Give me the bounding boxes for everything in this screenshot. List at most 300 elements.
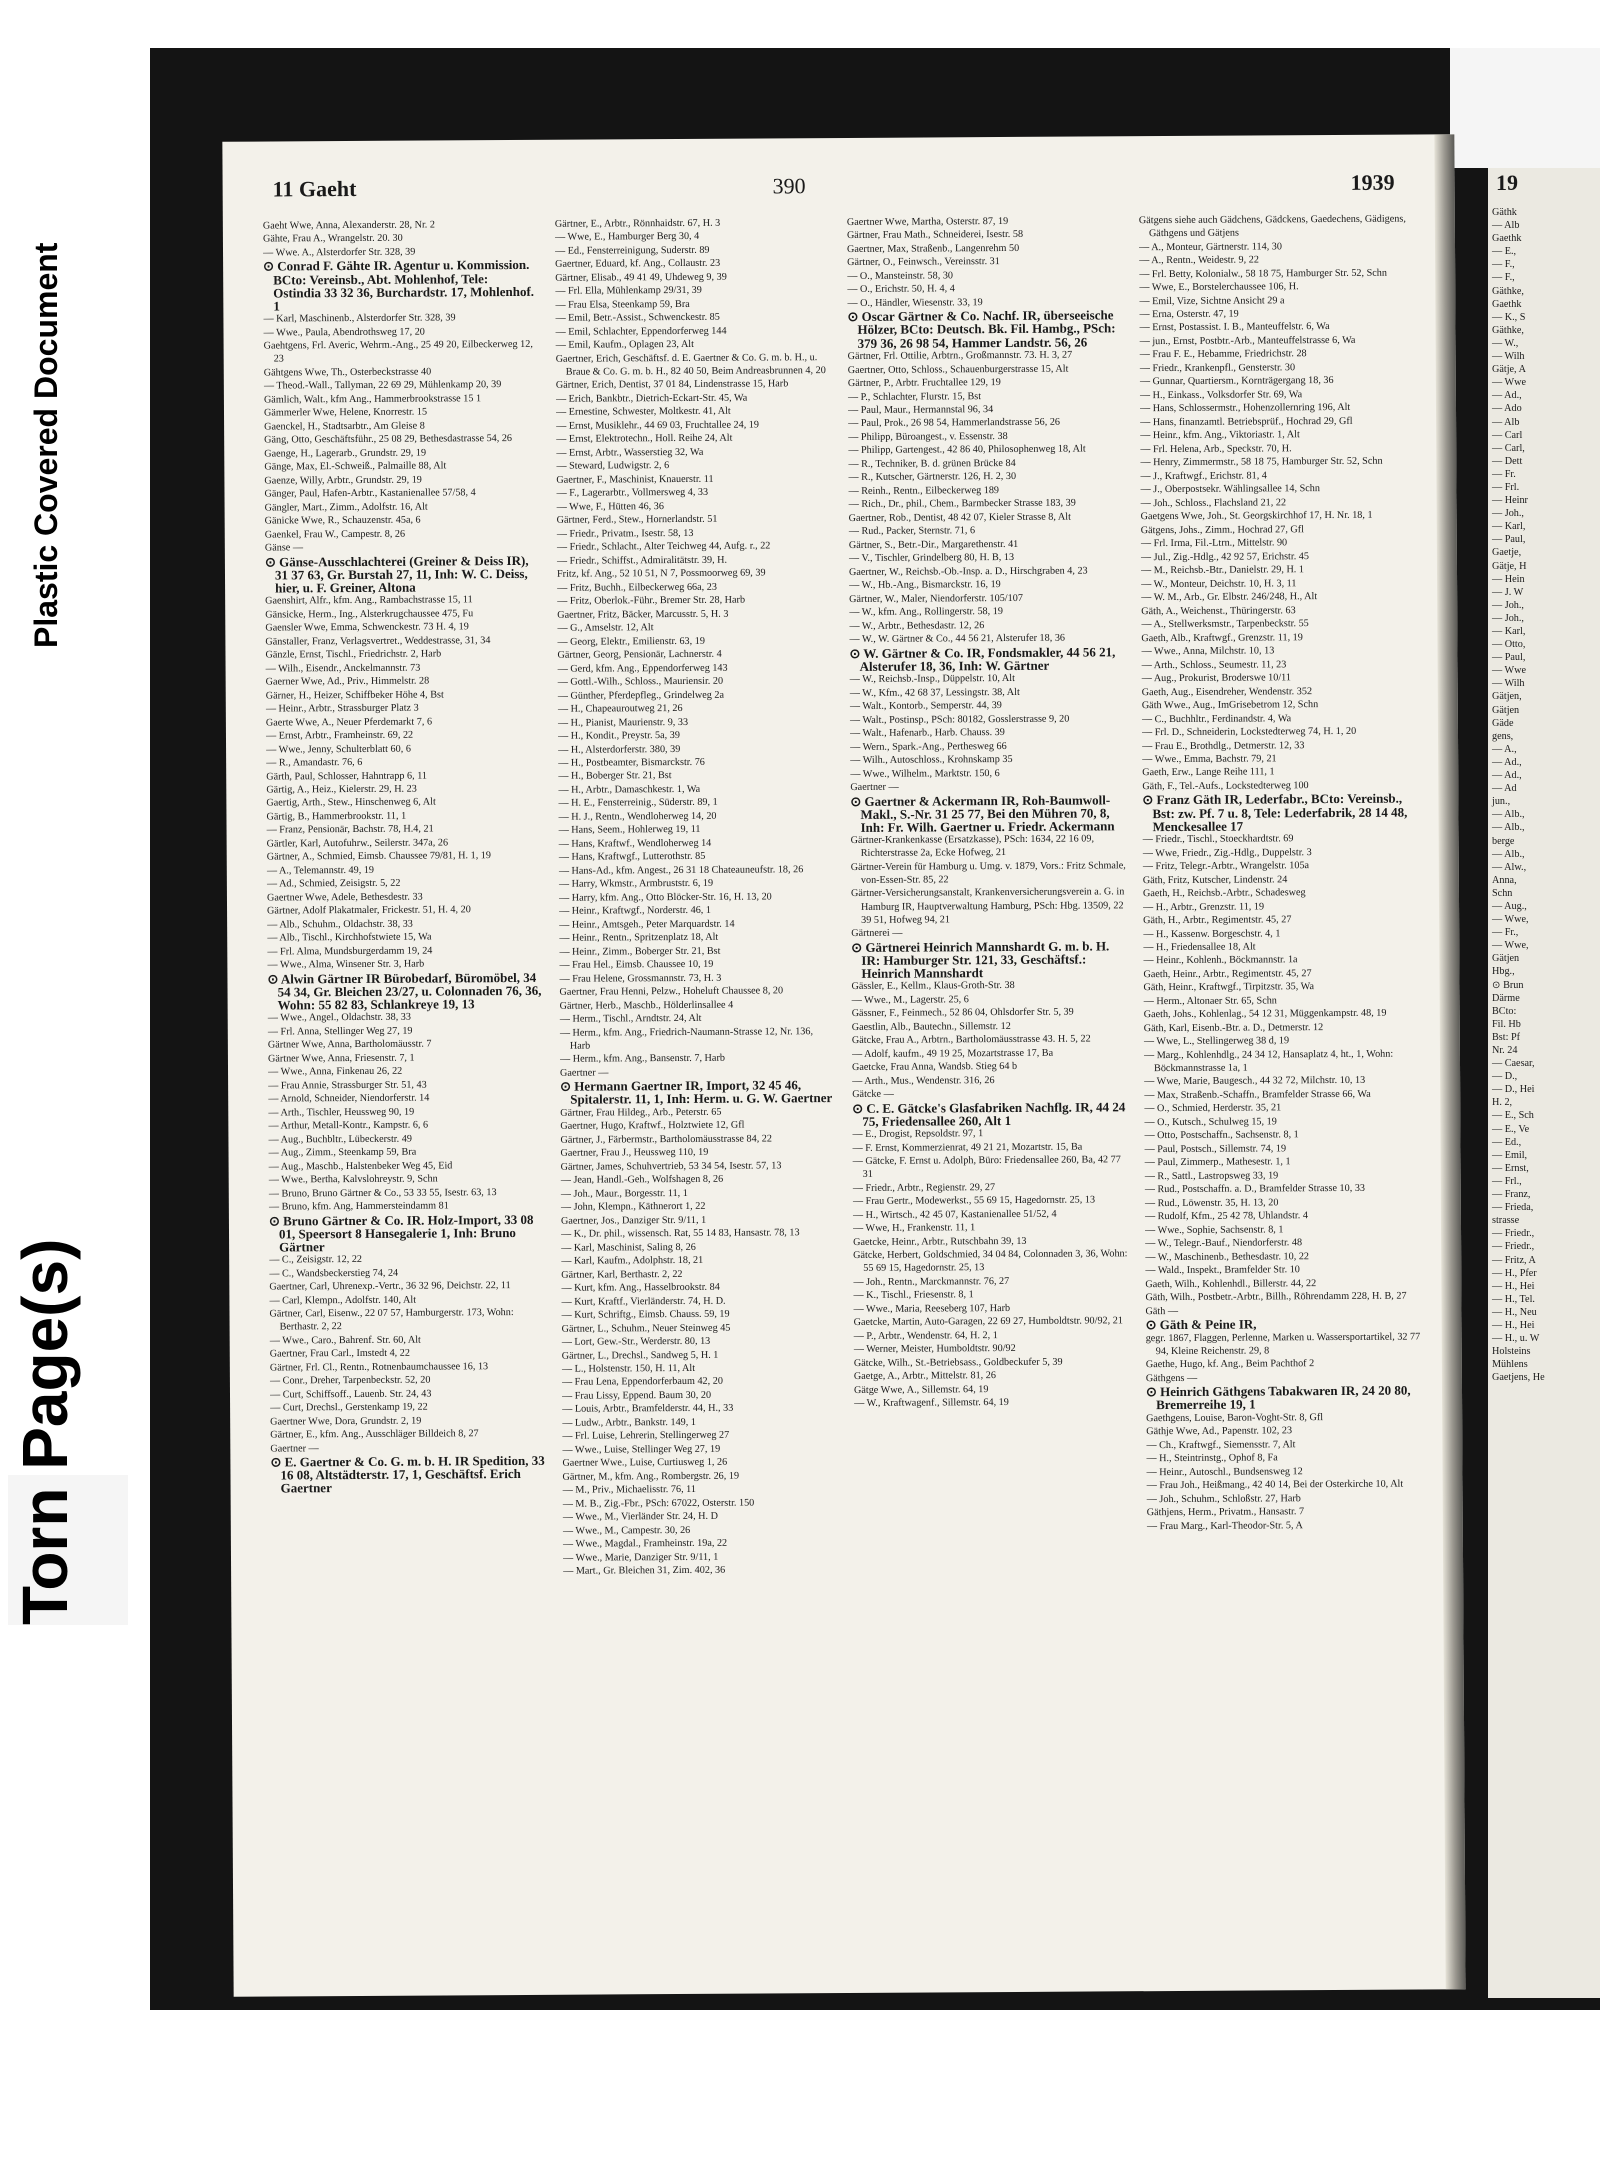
directory-entry: Gaertner, W., Reichsb.-Ob.-Insp. a. D., Hirschgraben 4, 23 <box>848 565 1088 578</box>
directory-entry: — Gerd, kfm. Ang., Eppendorferweg 143 <box>557 662 728 675</box>
torn-corner <box>1450 48 1600 168</box>
directory-entry: — Wwe., Caro., Bahrenf. Str. 60, Alt <box>269 1334 421 1347</box>
fragment-entry: — Heinr <box>1492 495 1528 507</box>
fragment-entry: — Paul, <box>1492 652 1526 664</box>
directory-entry: — Wwe. A., Alsterdorfer Str. 328, 39 <box>262 246 416 259</box>
directory-entry: — Kurt, kfm. Ang., Hasselbrookstr. 84 <box>561 1281 720 1294</box>
directory-entry: ⊙ Heinrich Gäthgens Tabakwaren IR, 24 20 80, Bremerreihe 19, 1 <box>1145 1382 1411 1413</box>
directory-entry: — Ernst, Arbtr., Framheinstr. 69, 22 <box>265 729 414 742</box>
fragment-entry: — Hein <box>1492 573 1525 585</box>
directory-entry: — Louis, Arbtr., Bramfelderstr. 44, H., 33 <box>562 1403 734 1416</box>
directory-entry: Gaeth, Johs., Kohlenlag., 54 12 31, Müggenkampstr. 48, 19 <box>1143 1008 1387 1021</box>
fragment-entry: Hbg., <box>1492 966 1515 978</box>
fragment-entry: H. 2, <box>1492 1097 1513 1109</box>
directory-entry: — Wwe, E., Borstelerchaussee 106, H. <box>1139 281 1299 294</box>
directory-entry: — Herm., kfm. Ang., Friedrich-Naumann-Strasse 12, Nr. 136, Harb <box>559 1025 814 1052</box>
directory-entry: — Max, Straßenb.-Schaffn., Bramfelder Strasse 66, Wa <box>1144 1088 1371 1102</box>
directory-entry: — Fritz, Buchh., Eilbeckerweg 66a, 23 <box>557 581 717 594</box>
directory-column-3 <box>847 214 1133 1966</box>
directory-entry: Gäthgens — <box>1145 1372 1198 1384</box>
directory-entry: — Gätcke, F. Ernst u. Adolph, Büro: Friedensallee 260, Ba, 42 77 31 <box>852 1154 1121 1181</box>
directory-entry: — W., Telegr.-Bauf., Niendorferstr. 48 <box>1145 1237 1303 1250</box>
directory-entry: — Gunnar, Quartiersm., Kornträgergang 18, 36 <box>1139 375 1334 388</box>
directory-entry: — Friedr., Schiffst., Admiralitätstr. 39, H. <box>556 554 728 567</box>
directory-entry: — H., Pianist, Maurienstr. 9, 33 <box>557 716 689 729</box>
directory-entry: — Fritz, Telegr.-Arbtr., Wrangelstr. 105a <box>1142 860 1310 873</box>
fragment-entry: Gaethk <box>1492 233 1522 245</box>
directory-entry: — H., Arbtr., Damaschkestr. 1, Wa <box>558 783 701 796</box>
directory-entry: — Ernst, Elektrotechn., Holl. Reihe 24, Alt <box>556 433 733 446</box>
fragment-entry: — Joh., <box>1492 612 1524 624</box>
directory-entry: ⊙ Conrad F. Gähte IR. Agentur u. Kommission. BCto: Vereinsb., Abt. Mohlenhof, Tele: Ostindia 33 32 36, Burchardstr. 17, Mohlenhof. 1 <box>263 257 535 314</box>
fragment-entry: Gätjen <box>1492 953 1520 965</box>
directory-entry: — Joh., Rentn., Marckmannstr. 76, 27 <box>853 1275 1010 1288</box>
directory-entry: — Ernst, Arbtr., Wasserstieg 32, Wa <box>556 446 704 459</box>
directory-entry: Gäth, Wilh., Postbetr.-Arbtr., Billh., Röhrendamm 228, H. B, 27 <box>1145 1290 1407 1304</box>
directory-entry: — O., Erichstr. 50, H. 4, 4 <box>847 283 955 296</box>
fragment-entry: ⊙ Brun <box>1492 979 1524 991</box>
directory-entry: — Ed., Fensterreinigung, Suderstr. 89 <box>554 244 710 257</box>
fragment-entry: Gaetjens, He <box>1492 1372 1545 1384</box>
directory-entry: Gaeth, Wilh., Kohlenhdl., Billerstr. 44, 22 <box>1145 1277 1317 1290</box>
directory-entry: — R., Amandastr. 76, 6 <box>266 756 363 769</box>
directory-entry: Gärtner, Erich, Dentist, 37 01 84, Lindenstrasse 15, Harb <box>555 378 789 392</box>
directory-entry: — Henry, Zimmermstr., 58 18 75, Hamburger Str. 52, Schn <box>1140 456 1383 469</box>
directory-entry: — G., Amselstr. 12, Alt <box>557 622 654 634</box>
directory-entry: Gaertner, F., Maschinist, Knauerstr. 11 <box>556 473 714 486</box>
directory-entry: — Frau Joh., Heißmang., 42 40 14, Bei der Osterkirche 10, Alt <box>1146 1478 1404 1492</box>
directory-entry: — Rud., Packer, Sternstr. 71, 6 <box>848 525 976 538</box>
directory-entry: — Jean, Handl.-Geh., Wolfshagen 8, 26 <box>560 1173 724 1186</box>
directory-entry: — Joh., Maur., Borgesstr. 11, 1 <box>560 1187 688 1200</box>
fragment-entry: — Ed., <box>1492 1136 1522 1148</box>
directory-entry: — Karl, Kaufm., Adolphstr. 18, 21 <box>561 1254 704 1267</box>
directory-entry: — Emil, Betr.-Assist., Schwenckestr. 85 <box>555 312 720 325</box>
directory-entry: — Frl. Luise, Lehrerin, Stellingerweg 27 <box>562 1430 730 1443</box>
directory-entry: Gärtig, A., Heiz., Kielerstr. 29, H. 23 <box>266 783 417 796</box>
fragment-entry: — Alb., <box>1492 848 1525 860</box>
directory-entry: — H. J., Rentn., Wendloherweg 14, 20 <box>558 810 717 823</box>
fragment-entry: — Wilh <box>1492 351 1525 363</box>
directory-entry: Gärtner, James, Schuhvertrieb, 53 34 54, Isestr. 57, 13 <box>560 1160 782 1173</box>
directory-entry: Gaeth, Alb., Kraftwgf., Grenzstr. 11, 19 <box>1141 631 1303 644</box>
directory-entry: Gaeht Wwe, Anna, Alexanderstr. 28, Nr. 2 <box>262 219 436 232</box>
directory-entry: Gärtner-Versicherungsanstalt, Krankenversicherungsverein a. G. in Hamburg IR, Hauptverwaltung Hamburg, PSch: Hbg. 13509, 22 39 51, Hofweg 94, 21 <box>850 886 1125 926</box>
directory-entry: — Wald., Inspekt., Bramfelder Str. 10 <box>1145 1264 1300 1277</box>
directory-entry: — Philipp, Büroangest., v. Essenstr. 38 <box>848 430 1008 443</box>
directory-entry: — J., Oberpostsekr. Wählingsallee 14, Schn <box>1140 483 1321 496</box>
page-header <box>273 170 1395 207</box>
directory-entry: Gaertner — <box>560 1067 609 1079</box>
directory-entry: — Frau Lissy, Eppend. Baum 30, 20 <box>561 1389 712 1402</box>
directory-entry: Gäth, Heinr., Kraftwgf., Tirpitzstr. 35, Wa <box>1143 981 1315 994</box>
right-page-fragment <box>1488 168 1600 1998</box>
fragment-entry: — H., Tel. <box>1492 1293 1535 1305</box>
directory-entry: Gaeth, Erw., Lange Reihe 111, 1 <box>1142 766 1275 779</box>
directory-entry: Gässler, E., Kellm., Klaus-Groth-Str. 38 <box>851 980 1015 993</box>
directory-entry: Gärtner Wwe, Anna, Friesenstr. 7, 1 <box>267 1052 415 1065</box>
directory-entry: — Frl. Ella, Mühlenkamp 29/31, 39 <box>555 285 702 298</box>
directory-entry: — W., Reichsb.-Insp., Düppelstr. 10, Alt <box>849 673 1015 686</box>
fragment-entry: — E., <box>1492 246 1517 258</box>
directory-entry: Gaenge, H., Lagerarb., Grundstr. 29, 19 <box>264 447 427 460</box>
directory-entry: Gärtner, L., Drechsl., Sandweg 5, H. 1 <box>561 1349 719 1362</box>
directory-entry: — Heinr., Kohlenh., Böckmannstr. 1a <box>1143 954 1298 967</box>
directory-entry: — Joh., Schuhm., Schloßstr. 27, Harb <box>1146 1492 1301 1505</box>
fragment-entry: — Emil, <box>1492 1149 1528 1161</box>
fragment-entry: — Carl <box>1492 429 1523 441</box>
directory-entry: — Karl, Maschinenb., Alsterdorfer Str. 328, 39 <box>263 312 456 325</box>
directory-entry: — H., Kondit., Preystr. 5a, 39 <box>557 730 680 742</box>
directory-entry: Gärtner, Carl, Eisenw., 22 07 57, Hamburgerstr. 173, Wohn: Berthastr. 2, 22 <box>269 1307 514 1333</box>
directory-entry: — Otto, Postschaffn., Sachsenstr. 8, 1 <box>1144 1129 1299 1142</box>
directory-entry: — Ludw., Arbtr., Bankstr. 149, 1 <box>562 1416 696 1429</box>
directory-entry: Gärth, Paul, Schlosser, Hahntrapp 6, 11 <box>266 770 428 783</box>
fragment-entry: — Fr., <box>1492 927 1519 939</box>
directory-entry: Gäth, A., Weichenst., Thüringerstr. 63 <box>1141 604 1296 617</box>
directory-entry: — Werner, Meister, Humboldtstr. 90/92 <box>853 1343 1016 1356</box>
directory-entry: Gätcke, Herbert, Goldschmied, 34 04 84, Colonnaden 3, 36, Wohn: 55 69 15, Hagedornstr. 25, 13 <box>853 1248 1128 1275</box>
directory-entry: Gäth, H., Arbtr., Regimentstr. 45, 27 <box>1143 914 1292 927</box>
directory-entry: — Wern., Spark.-Ang., Perthesweg 66 <box>850 740 1007 753</box>
directory-entry: Gaertner, Jos., Danziger Str. 9/11, 1 <box>560 1214 707 1227</box>
directory-entry: Gärtnerei — <box>851 927 903 940</box>
directory-entry: — Hans-Ad., kfm. Angest., 26 31 18 Chateauneufstr. 18, 26 <box>558 864 804 877</box>
directory-entry: Gärtner, Georg, Pensionär, Lachnerstr. 4 <box>557 648 722 661</box>
directory-entry: — Marg., Kohlenhdlg., 24 34 12, Hansaplatz 4, ht., 1, Wohn: Böckmannstrasse 1a, 1 <box>1143 1048 1394 1075</box>
directory-entry: Gäthje Wwe, Ad., Papenstr. 102, 23 <box>1146 1425 1293 1438</box>
directory-entry: Gaetgens Wwe, Joh., St. Georgskirchhof 17, H. Nr. 18, 1 <box>1140 510 1373 523</box>
directory-entry: Gaertner, Max, Straßenb., Langenrehm 50 <box>846 242 1020 255</box>
directory-entry: — Curt, Schiffsoff., Lauenb. Str. 24, 43 <box>269 1388 432 1401</box>
directory-entry: — Frl. Irma, Fil.-Ltrn., Mittelstr. 90 <box>1140 537 1288 550</box>
directory-entry: Gämmerler Wwe, Helene, Knorrestr. 15 <box>263 406 428 419</box>
directory-entry: — Ch., Kraftwgf., Siemensstr. 7, Alt <box>1146 1438 1296 1451</box>
fragment-entry: — Franz, <box>1492 1189 1531 1201</box>
directory-entry: — Frl. D., Schneiderin, Lockstedterweg 74, H. 1, 20 <box>1141 725 1357 739</box>
directory-entry: Gätcke, Frau A., Arbtrn., Bartholomäusstrasse 43. H. 5, 22 <box>851 1033 1091 1047</box>
directory-entry: Gänzle, Ernst, Tischl., Friedrichstr. 2, Harb <box>265 648 442 661</box>
directory-entry: — Heinr., Arbtr., Strassburger Platz 3 <box>265 702 419 715</box>
fragment-entry: — H., Pfer <box>1492 1267 1537 1279</box>
fragment-entry: — K., S <box>1492 311 1526 323</box>
header-section: 11 Gaeht <box>272 175 357 202</box>
fragment-entry: — Dett <box>1492 455 1523 467</box>
fragment-entry: — Wwe, <box>1492 940 1529 952</box>
directory-entry: — Paul, Prok., 26 98 54, Hammerlandstrasse 56, 26 <box>848 417 1061 430</box>
directory-entry: Gärtner-Verein für Hamburg u. Umg. v. 1879, Vors.: Fritz Schmale, von-Essen-Str. 85, 22 <box>850 860 1126 886</box>
directory-entry: Gaethgens, Louise, Baron-Voght-Str. 8, Gfl <box>1146 1411 1324 1424</box>
directory-entry: — Curt, Drechsl., Gerstenkamp 19, 22 <box>270 1401 428 1414</box>
directory-entry: — Wwe, Friedr., Zig.-Hdlg., Duppelstr. 3 <box>1142 846 1312 859</box>
directory-entry: Gärner, H., Heizer, Schiffbeker Höhe 4, Bst <box>265 689 444 702</box>
fragment-entry: — Friedr., <box>1492 1228 1535 1240</box>
directory-entry: Gäth, Fritz, Kutscher, Lindenstr. 24 <box>1142 873 1288 886</box>
directory-entry: — R., Kutscher, Gärtnerstr. 126, H. 2, 30 <box>848 471 1017 484</box>
fragment-entry: — H., u. W <box>1492 1333 1540 1345</box>
fragment-entry: Gätje, H <box>1492 560 1527 572</box>
directory-entry: ⊙ Bruno Gärtner & Co. IR. Holz-Import, 33 08 01, Speersort 8 Hansegalerie 1, Inh: Bruno Gärtner <box>268 1211 534 1255</box>
directory-entry: Gaenkel, Frau W., Campestr. 8, 26 <box>264 528 406 541</box>
directory-entry: Gaehtgens, Frl. Averic, Wehrm.-Ang., 25 49 20, Eilbeckerweg 12, 23 <box>263 339 533 365</box>
fragment-entry: — Frl., <box>1492 1175 1522 1187</box>
directory-entry: — Rud., Löwenstr. 35, H. 13, 20 <box>1144 1197 1279 1209</box>
directory-entry: — Jul., Zig.-Hdlg., 42 92 57, Erichstr. 45 <box>1140 550 1310 563</box>
directory-entry: — Heinr., Kraftwgf., Norderstr. 46, 1 <box>559 905 712 918</box>
directory-entry: — Wwe., Luise, Stellinger Weg 27, 19 <box>562 1443 721 1456</box>
fragment-entry: — Wilh <box>1492 678 1525 690</box>
directory-entry: — Friedr., Krankenpfl., Gensterstr. 30 <box>1139 362 1296 375</box>
directory-entry: — H., Postbeamter, Bismarckstr. 76 <box>558 756 705 769</box>
directory-entry: — W., Kfm., 42 68 37, Lessingstr. 38, Alt <box>849 686 1020 699</box>
fragment-entry: Fil. Hb <box>1492 1018 1521 1030</box>
fragment-entry: — Alb., <box>1492 822 1525 834</box>
directory-entry: — V., Tischler, Grindelberg 80, H. B, 13 <box>848 552 1015 565</box>
fragment-entry: — E., Ve <box>1492 1123 1530 1135</box>
directory-entry: — Heinr., Rentn., Spritzenplatz 18, Alt <box>559 932 719 945</box>
directory-entry: — H., Kassenw. Borgeschstr. 4, 1 <box>1143 927 1281 940</box>
directory-entry: — Georg, Elektr., Emilienstr. 63, 19 <box>557 635 705 648</box>
directory-entry: — Harry, kfm. Ang., Otto Blöcker-Str. 16, H. 13, 20 <box>558 891 772 904</box>
directory-entry: — Frau Gertr., Modewerkst., 55 69 15, Hagedornstr. 25, 13 <box>852 1194 1096 1208</box>
directory-entry: — Hans, Schlossermstr., Hohenzollernring 196, Alt <box>1139 402 1351 415</box>
directory-entry: Gärtig, B., Hammerbrookstr. 11, 1 <box>266 810 407 823</box>
directory-entry: — Hans, Kraftwgf., Lutterothstr. 85 <box>558 851 706 864</box>
directory-entry: Gäthjens, Herm., Privatm., Hansastr. 7 <box>1146 1506 1305 1519</box>
directory-entry: — Friedr., Arbtr., Regienstr. 29, 27 <box>852 1181 996 1194</box>
fragment-entry: Mühlens <box>1492 1359 1528 1371</box>
fragment-entry: — Alb., <box>1492 809 1525 821</box>
directory-entry: — Alb., Schuhm., Oldachstr. 38, 33 <box>267 918 413 931</box>
directory-entry: — Friedr., Privatm., Isestr. 58, 13 <box>556 527 694 540</box>
directory-entry: — Wwe., Wilhelm., Marktstr. 150, 6 <box>850 767 1000 780</box>
directory-entry: — Paul, Postsch., Sillemstr. 74, 19 <box>1144 1143 1287 1156</box>
directory-entry: — Arth., Tischler, Heussweg 90, 19 <box>268 1106 415 1119</box>
directory-entry: — W., Hb.-Ang., Bismarckstr. 16, 19 <box>849 579 1001 592</box>
fragment-entry: — Carl, <box>1492 442 1525 454</box>
directory-entry: ⊙ E. Gaertner & Co. G. m. b. H. IR Spedition, 33 16 08, Altstädterstr. 17, 1, Geschäftsf. Erich Gaertner <box>270 1453 545 1496</box>
directory-entry: Gätge Wwe, A., Sillemstr. 64, 19 <box>853 1383 989 1396</box>
directory-entry: Gähtgens Wwe, Th., Osterbeckstrasse 40 <box>263 366 432 379</box>
directory-entry: — Arnold, Schneider, Niendorferstr. 14 <box>268 1092 430 1105</box>
directory-entry: — O., Mansteinstr. 58, 30 <box>847 270 954 282</box>
directory-entry: — Ernst, Postassist. I. B., Manteuffelstr. 6, Wa <box>1139 321 1330 334</box>
directory-entry: — A., Monteur, Gärtnerstr. 114, 30 <box>1138 240 1282 253</box>
directory-entry: — Kurt, Kraftf., Vierländerstr. 74, H. D. <box>561 1295 726 1308</box>
directory-entry: — Emil, Vize, Sichtne Ansicht 29 a <box>1139 294 1285 307</box>
directory-entry: — Wilh., Autoschloss., Krohnskamp 35 <box>850 754 1013 767</box>
directory-entry: — H., Boberger Str. 21, Bst <box>558 770 672 783</box>
directory-entry: — Wwe., Sophie, Sachsenstr. 8, 1 <box>1144 1224 1284 1236</box>
directory-entry: ⊙ Franz Gäth IR, Lederfabr., BCto: Vereinsb., Bst: zw. Pf. 7 u. 8, Tele: Lederfabrik, 28 14 48, Menckesallee 17 <box>1142 791 1408 834</box>
directory-entry: Gaertner Wwe, Martha, Osterstr. 87, 19 <box>846 215 1009 228</box>
directory-entry: Fritz, kf. Ang., 52 10 51, N 7, Possmoorweg 69, 39 <box>556 567 766 580</box>
directory-entry: — Erich, Bankbtr., Dietrich-Eckart-Str. 45, Wa <box>555 392 748 405</box>
fragment-entry: BCto: <box>1492 1005 1517 1017</box>
directory-entry: — Erna, Osterstr. 47, 19 <box>1139 308 1239 321</box>
directory-entry: — Heinr., Amtsgeh., Peter Marquardstr. 14 <box>559 918 735 931</box>
directory-entry: — Theod.-Wall., Tallyman, 22 69 29, Mühlenkamp 20, 39 <box>263 379 502 392</box>
fragment-entry: Schn <box>1492 887 1513 899</box>
directory-entry: Gaetge, A., Arbtr., Mittelstr. 81, 26 <box>853 1370 996 1383</box>
fragment-entry: — Frl. <box>1492 481 1520 493</box>
fragment-entry: — Alw., <box>1492 861 1527 873</box>
directory-entry: — Heinr., kfm. Ang., Viktoriastr. 1, Alt <box>1140 429 1300 442</box>
directory-entry: Gärtner, M., kfm. Ang., Rombergstr. 26, 19 <box>562 1470 740 1483</box>
directory-entry: — H., Steintrinstg., Ophof 8, Fa <box>1146 1452 1278 1465</box>
directory-entry: — Walt., Kontorb., Semperstr. 44, 39 <box>849 700 1002 713</box>
directory-entry: — Carl, Klempn., Adolfstr. 140, Alt <box>269 1294 417 1307</box>
directory-entry: — Joh., Schloss., Flachsland 21, 22 <box>1140 497 1287 509</box>
directory-entry: — Walt., Postinsp., PSch: 80182, Gosslerstrasse 9, 20 <box>849 713 1070 726</box>
fragment-entry: — E., Sch <box>1492 1110 1534 1122</box>
directory-entry: Gämlich, Walt., kfm Ang., Hammerbrookstrasse 15 1 <box>263 392 482 406</box>
directory-entry: Gätcke, Wilh., St.-Betriebsass., Goldbeckufer 5, 39 <box>853 1356 1063 1369</box>
directory-entry: Gärtner, L., Schuhm., Neuer Steinweg 45 <box>561 1322 731 1335</box>
fragment-entry: berge <box>1492 835 1515 847</box>
directory-entry: — Wwe., Angel., Oldachstr. 38, 33 <box>267 1012 411 1024</box>
directory-entry: — O., Schmied, Herderstr. 35, 21 <box>1144 1102 1282 1115</box>
directory-entry: Gaenze, Willy, Arbtr., Grundstr. 29, 19 <box>264 474 422 487</box>
directory-entry: — Hans, finanzamtl. Betriebsprüf., Hochrad 29, Gfl <box>1140 415 1353 429</box>
directory-entry: — Frl. Alma, Mundsburgerdamm 19, 24 <box>267 945 433 958</box>
directory-entry: Gaertner, Fritz, Bäcker, Marcusstr. 5, H. 3 <box>557 608 729 621</box>
fragment-entry: Gäthke, <box>1492 324 1524 336</box>
directory-entry: — H., Alsterdorferstr. 380, 39 <box>558 743 681 756</box>
directory-entry: — Herm., Tischl., Arndtstr. 24, Alt <box>559 1013 702 1025</box>
directory-entry: Gäng, Otto, Geschäftsführ., 25 08 29, Bethesdastrasse 54, 26 <box>264 433 513 446</box>
directory-entry: ⊙ W. Gärtner & Co. IR, Fondsmakler, 44 56 21, Alsterufer 18, 36, Inh: W. Gärtner <box>849 644 1116 674</box>
directory-entry: Gaertner, Otto, Schloss., Schauenburgerstrasse 15, Alt <box>847 363 1069 376</box>
fragment-entry: — H., Neu <box>1492 1306 1537 1318</box>
directory-entry: — Wwe., M., Lagerstr. 25, 6 <box>851 994 969 1006</box>
directory-entry: — L., Holstenstr. 150, H. 11, Alt <box>561 1362 696 1375</box>
fragment-entry: Gäde <box>1492 717 1514 729</box>
directory-entry: Gärtner, W., Maler, Niendorferstr. 105/107 <box>849 592 1023 605</box>
directory-entry: — Adolf, kaufm., 49 19 25, Mozartstrasse 17, Ba <box>851 1047 1054 1060</box>
directory-entry: Gaertner, Frau Henni, Pelzw., Hoheluft Chaussee 8, 20 <box>559 985 784 998</box>
directory-entry: — Aug., Maschb., Halstenbeker Weg 45, Eid <box>268 1160 453 1173</box>
directory-entry: — Wwe, F., Hütten 46, 36 <box>556 500 664 513</box>
directory-entry: Gaertner, Frau Carl., Imstedt 4, 22 <box>269 1348 410 1360</box>
directory-entry: — K., Dr. phil., wissensch. Rat, 55 14 83, Hansastr. 78, 13 <box>560 1227 800 1240</box>
directory-entry: Gaertig, Arth., Stew., Hinschenweg 6, Alt <box>266 796 436 810</box>
directory-entry: Gaerte Wwe, A., Neuer Pferdemarkt 7, 6 <box>265 716 433 729</box>
directory-entry: — C., Buchhltr., Ferdinandstr. 4, Wa <box>1141 712 1292 725</box>
fragment-entry: — F., <box>1492 259 1515 271</box>
directory-entry: — Reinh., Rentn., Eilbeckerweg 189 <box>848 484 1000 497</box>
directory-entry: — Rich., Dr., phil., Chem., Barmbecker Strasse 183, 39 <box>848 497 1076 511</box>
directory-entry: — Frl. Anna, Stellinger Weg 27, 19 <box>267 1025 413 1038</box>
directory-entry: — O., Kutsch., Schulweg 15, 19 <box>1144 1116 1277 1129</box>
directory-entry: — Heinr., Zimm., Boberger Str. 21, Bst <box>559 945 721 958</box>
directory-entry: Gärtner, E., kfm. Ang., Ausschläger Billdeich 8, 27 <box>270 1428 479 1441</box>
page-number: 390 <box>772 173 806 199</box>
directory-entry: Gänger, Paul, Hafen-Arbtr., Kastanienallee 57/58, 4 <box>264 487 476 500</box>
directory-entry: — F., Lagerarbtr., Vollmersweg 4, 33 <box>556 487 709 500</box>
directory-entry: — Harry, Wkmstr., Armbruststr. 6, 19 <box>558 878 714 891</box>
directory-entry: — H., Friedensallee 18, Alt <box>1143 941 1256 954</box>
directory-entry: — Wwe., Jenny, Schulterblatt 60, 6 <box>266 743 411 756</box>
directory-entry: — Kurt, Schriftg., Eimsb. Chauss. 59, 19 <box>561 1308 730 1321</box>
fragment-entry: Gaethk <box>1492 298 1522 310</box>
directory-entry: Gärtner-Krankenkasse (Ersatzkasse), PSch: 1634, 22 16 09, Richterstrasse 2a, Ecke Hofweg, 21 <box>850 833 1095 860</box>
directory-entry: — Frau Elsa, Steenkamp 59, Bra <box>555 298 690 311</box>
fragment-entry: — Fritz, A <box>1492 1254 1536 1266</box>
fragment-entry: — Karl, <box>1492 521 1526 533</box>
directory-entry: — Wwe., Paula, Abendrothsweg 17, 20 <box>263 326 425 339</box>
directory-entry: Gaertner — <box>850 781 899 794</box>
directory-entry: Gärtner, Karl, Berthastr. 2, 22 <box>561 1268 683 1281</box>
directory-entry: — Wwe, Marie, Baugesch., 44 32 72, Milchstr. 10, 13 <box>1144 1075 1366 1088</box>
fragment-entry: — Ad., <box>1492 770 1522 782</box>
directory-entry: — R., Sattl., Lastropsweg 33, 19 <box>1144 1170 1279 1182</box>
directory-entry: Gaertner, Rob., Dentist, 48 42 07, Kieler Strasse 8, Alt <box>848 511 1071 524</box>
fragment-entry: Bst: Pf <box>1492 1031 1521 1043</box>
fragment-entry: — Joh., <box>1492 508 1524 520</box>
directory-entry: — C., Wandsbeckerstieg 74, 24 <box>269 1267 399 1280</box>
torn-pages-label: Torn Page(s) <box>8 1475 128 1625</box>
fragment-entry: Gäthke, <box>1492 285 1524 297</box>
directory-entry: — Wwe, E., Hamburger Berg 30, 4 <box>554 231 700 244</box>
directory-entry: — Frau Helene, Grossmannstr. 73, H. 3 <box>559 972 722 985</box>
fragment-entry: Nr. 24 <box>1492 1045 1518 1056</box>
directory-entry: — jun., Ernst, Postbtr.-Arb., Manteuffelstrasse 6, Wa <box>1139 334 1356 348</box>
directory-entry: Gärtner, Ferd., Stew., Hornerlandstr. 51 <box>556 514 718 527</box>
side-labels <box>0 0 150 2177</box>
directory-entry: Gaethe, Hugo, kf. Ang., Beim Pachthof 2 <box>1145 1358 1315 1371</box>
fragment-entry: — F., <box>1492 272 1515 284</box>
fragment-entry: — Fr. <box>1492 468 1516 480</box>
directory-entry: Gärtner, S., Betr.-Dir., Margarethenstr. 41 <box>848 538 1019 551</box>
directory-entry: — Hans, Seem., Hohlerweg 19, 11 <box>558 824 701 837</box>
directory-entry: — Günther, Pferdepfleg., Grindelweg 2a <box>557 689 724 702</box>
directory-entry: — A., Telemannstr. 49, 19 <box>266 864 375 877</box>
directory-entry: — M., Priv., Michaelisstr. 76, 11 <box>562 1484 697 1497</box>
plastic-covered-label: Plastic Covered Document <box>28 242 64 648</box>
directory-entry: — O., Händler, Wiesenstr. 33, 19 <box>847 297 983 309</box>
directory-entry: Gärtner, O., Feinwsch., Vereinsstr. 31 <box>847 256 1000 269</box>
fragment-entry: — Friedr., <box>1492 1241 1535 1253</box>
directory-entry: Gärtner, Frau Math., Schneiderei, Isestr. 58 <box>846 229 1024 242</box>
directory-entry: — Alb., Tischl., Kirchhofstwiete 15, Wa <box>267 931 432 944</box>
fragment-entry: — J. W <box>1492 586 1524 598</box>
directory-entry: Gaertner Wwe., Luise, Curtiusweg 1, 26 <box>562 1457 728 1470</box>
directory-entry: — Arth., Schloss., Seumestr. 11, 23 <box>1141 658 1287 671</box>
directory-entry: Gätgens siehe auch Gädchens, Gädckens, Gaedechens, Gädigens, Gäthgens und Gätjens <box>1138 213 1406 240</box>
directory-entry: Gärtner, A., Schmied, Eimsb. Chaussee 79/81, H. 1, 19 <box>266 850 492 863</box>
directory-entry: — Karl, Maschinist, Saling 8, 26 <box>561 1241 696 1254</box>
directory-entry: — Wwe., M., Campestr. 30, 26 <box>562 1524 691 1537</box>
directory-entry: — Wwe, L., Stellingerweg 38 d, 19 <box>1143 1035 1290 1048</box>
fragment-entry: — Wwe <box>1492 665 1527 677</box>
fragment-entry: — Ad., <box>1492 756 1522 768</box>
directory-entry: — E., Drogist, Repsoldstr. 97, 1 <box>852 1128 984 1141</box>
fragment-entry: Gätjen <box>1492 704 1520 716</box>
directory-entry: — A., Rentn., Weidestr. 9, 22 <box>1139 254 1259 267</box>
directory-entry: Gaeth, Aug., Eisendreher, Wendenstr. 352 <box>1141 685 1313 698</box>
directory-entry: Gäth Wwe., Aug., ImGrisebetrom 12, Schn <box>1141 699 1319 712</box>
directory-entry: — Wwe., Anna, Finkenau 26, 22 <box>267 1066 403 1078</box>
fragment-entry: — Ad <box>1492 783 1517 795</box>
fragment-entry: Holsteins <box>1492 1346 1531 1358</box>
fragment-entry: Gäthk <box>1492 207 1517 218</box>
directory-entry: — W. M., Arb., Gr. Elbstr. 246/248, H., Alt <box>1141 591 1318 604</box>
directory-entry: — H., Chapeauroutweg 21, 26 <box>557 703 683 715</box>
directory-entry: — Wwe., Marie, Danziger Str. 9/11, 1 <box>562 1551 719 1564</box>
directory-entry: Gänge, Max, El.-Schweiß., Palmaille 88, Alt <box>264 460 447 473</box>
directory-entry: — Ernestine, Schwester, Moltkestr. 41, Alt <box>555 406 731 419</box>
